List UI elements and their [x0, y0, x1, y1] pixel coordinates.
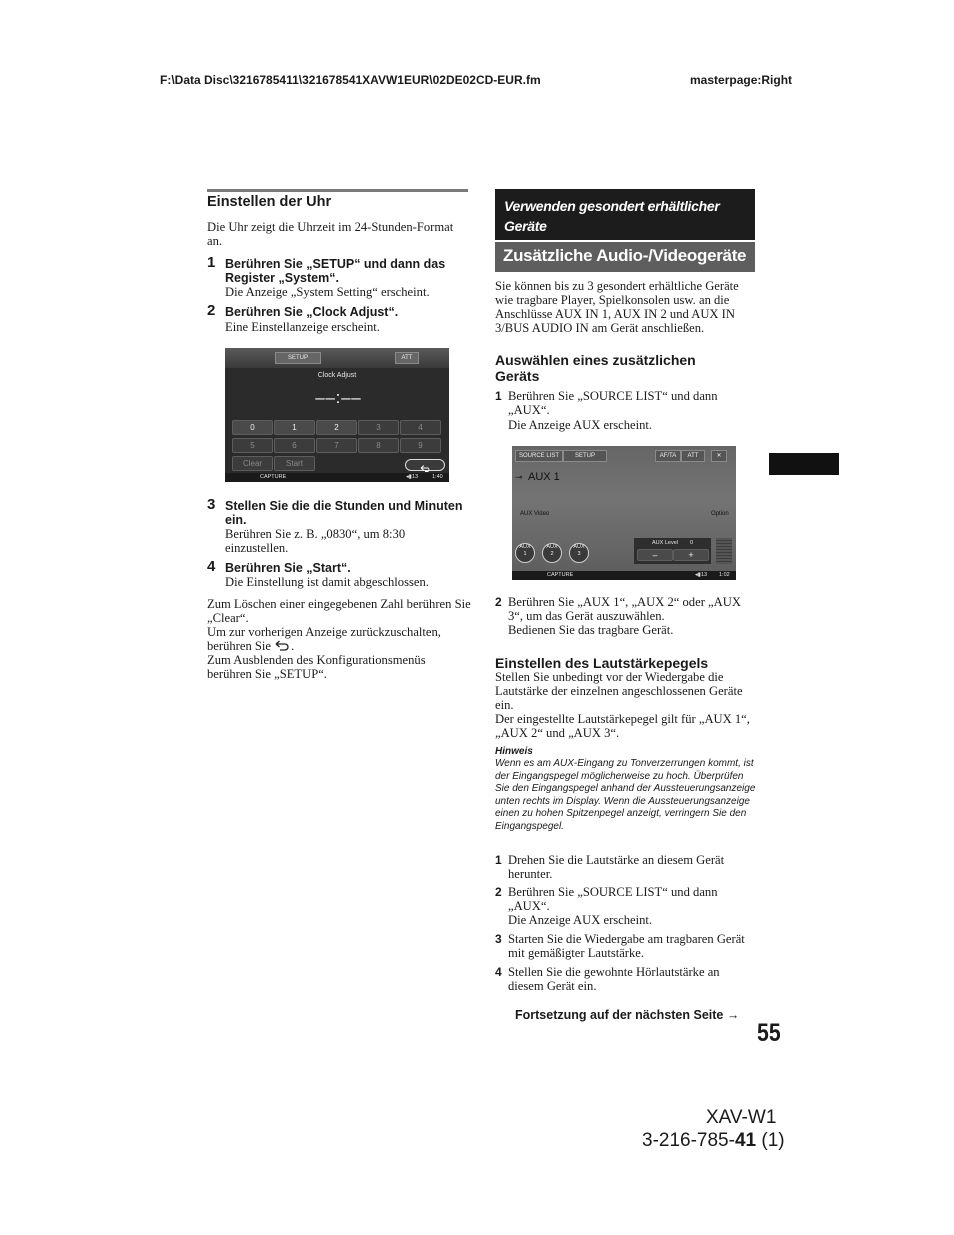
step-number: 4	[495, 965, 502, 979]
note-title: Hinweis	[495, 746, 533, 757]
close-button[interactable]: ✕	[711, 450, 727, 462]
aux-2-button[interactable]	[542, 543, 562, 563]
heading-rule	[207, 189, 468, 192]
part-code-prefix: 3-216-785-	[642, 1130, 735, 1151]
clear-hint: Zum Löschen einer eingegebenen Zahl berühren Sie „Clear“.	[207, 597, 471, 625]
step-text: Berühren Sie „SOURCE LIST“ und dann „AUX“.	[508, 885, 718, 913]
start-button[interactable]: Start	[274, 456, 315, 471]
key-8[interactable]: 8	[358, 438, 399, 453]
step-number: 4	[207, 558, 216, 575]
aux-screenshot	[512, 446, 736, 580]
tab-att[interactable]: ATT	[395, 352, 419, 364]
step-text: Eine Einstellanzeige erscheint.	[225, 320, 380, 334]
step-number: 2	[495, 595, 502, 609]
aux-1-button[interactable]	[515, 543, 535, 563]
aux-button-label: AUX	[546, 544, 558, 550]
tab-setup[interactable]: SETUP	[275, 352, 321, 364]
chapter-side-tab	[769, 453, 839, 475]
aux-level-label: AUX Level	[652, 540, 678, 546]
continued-note: Fortsetzung auf der nächsten Seite →	[515, 1008, 740, 1022]
volume-level: 13	[701, 571, 708, 578]
source-list-button[interactable]: SOURCE LIST	[515, 450, 563, 462]
key-6[interactable]: 6	[274, 438, 315, 453]
step-number: 3	[495, 932, 502, 946]
step-number: 1	[207, 254, 216, 271]
att-button[interactable]: ATT	[681, 450, 705, 462]
part-code-suffix: (1)	[756, 1130, 785, 1151]
step-number: 2	[495, 885, 502, 899]
step-text: Stellen Sie die gewohnte Hörlautstärke an diesem Gerät ein.	[508, 965, 720, 993]
screen-title: Clock Adjust	[317, 372, 357, 379]
key-3[interactable]: 3	[358, 420, 399, 435]
key-1[interactable]: 1	[274, 420, 315, 435]
aux-video-label: AUX Video	[520, 511, 550, 517]
step-number: 1	[495, 389, 502, 403]
volume-applies: Der eingestellte Lautstärkepegel gilt für „AUX 1“, „AUX 2“ und „AUX 3“.	[495, 712, 750, 740]
part-code	[642, 1130, 785, 1152]
aux-3-button[interactable]	[569, 543, 589, 563]
setup-button[interactable]: SETUP	[563, 450, 607, 462]
aux-button-label: AUX	[573, 544, 585, 550]
key-0[interactable]: 0	[232, 420, 273, 435]
aux-plug-icon: ⊸	[515, 472, 523, 482]
back-button[interactable]	[405, 459, 445, 471]
step-text: Berühren Sie „SOURCE LIST“ und dann „AUX“.	[508, 389, 718, 417]
level-plus-button[interactable]: +	[673, 549, 709, 561]
section-banner-text: Zusätzliche Audio-/Videogeräte	[503, 246, 747, 265]
clock-display: – – : – –	[315, 388, 359, 407]
setup-hint: Zum Ausblenden des Konfigurationsmenüs berühren Sie „SETUP“.	[207, 653, 426, 681]
volume-level: 13	[412, 473, 419, 480]
step-title: Berühren Sie „Start“.	[225, 561, 351, 575]
back-arrow-icon	[274, 640, 291, 651]
back-hint-text: Um zur vorherigen Anzeige zurückzuschalten, berühren Sie	[207, 625, 441, 653]
aux-button-number: 2	[550, 551, 554, 557]
step-text: Die Einstellung ist damit abgeschlossen.	[225, 575, 429, 589]
key-4[interactable]: 4	[400, 420, 441, 435]
key-7[interactable]: 7	[316, 438, 357, 453]
aux-intro: Sie können bis zu 3 gesondert erhältliche Geräte wie tragbare Player, Spielkonsolen usw. an die Anschlüsse AUX IN 1, AUX IN 2 und AUX IN 3/BUS AUDIO IN am Gerät anschließen.	[495, 279, 739, 335]
part-code-bold: 41	[734, 1130, 757, 1151]
step-number: 3	[207, 496, 216, 513]
capture-label: CAPTURE	[260, 473, 287, 480]
intro-text: Die Uhr zeigt die Uhrzeit im 24-Stunden-Format an.	[207, 220, 454, 248]
clear-button[interactable]: Clear	[232, 456, 273, 471]
volume-icon: ◂▮	[406, 473, 412, 480]
step-number: 2	[207, 302, 216, 319]
aux-button-label: AUX	[519, 544, 531, 550]
aux-button-number: 1	[523, 551, 527, 557]
key-9[interactable]: 9	[400, 438, 441, 453]
af-ta-button[interactable]: AF/TA	[655, 450, 681, 462]
level-meter	[716, 538, 732, 564]
step-text: Die Anzeige „System Setting“ erscheint.	[225, 285, 430, 299]
back-arrow-icon	[406, 463, 444, 473]
step-text: Drehen Sie die Lautstärke an diesem Gerät herunter.	[508, 853, 725, 881]
step-title: Berühren Sie „Clock Adjust“.	[225, 305, 399, 319]
step-title: Berühren Sie „SETUP“ und dann das Register „System“.	[225, 257, 446, 285]
category-banner-text: Verwenden gesondert erhältlicher Geräte	[504, 198, 720, 234]
note-text: Wenn es am AUX-Eingang zu Tonverzerrungen kommt, ist der Eingangspegel möglicherweise zu hoch. Überprüfen Sie den Eingangspegel anhand der Aussteuerungsanzeige unten rechts im Display. Wenn die Aussteuerungsanzeige einen zu hohen Spitzenpegel anzeigt, verringern Sie den Eingangspegel.	[495, 758, 756, 832]
subheading-volume: Einstellen des Lautstärkepegels	[495, 655, 709, 671]
step-text: Berühren Sie z. B. „0830“, um 8:30 einzustellen.	[225, 527, 406, 555]
step-text: Starten Sie die Wiedergabe am tragbaren Gerät mit gemäßigter Lautstärke.	[508, 932, 745, 960]
aux-level-value: 0	[690, 540, 694, 546]
clock-adjust-screenshot	[225, 348, 449, 482]
aux-button-number: 3	[577, 551, 581, 557]
masterpage-label: masterpage:Right	[690, 73, 793, 87]
capture-label: CAPTURE	[547, 571, 574, 578]
step-result: Bedienen Sie das tragbare Gerät.	[508, 623, 674, 637]
clock-time: 1:02	[719, 571, 730, 578]
clock-time: 1:40	[432, 473, 443, 480]
volume-intro: Stellen Sie unbedingt vor der Wiedergabe die Lautstärke der einzelnen angeschlossenen Geräte ein.	[495, 670, 743, 712]
section-heading: Einstellen der Uhr	[207, 194, 332, 210]
key-5[interactable]: 5	[232, 438, 273, 453]
step-result: Die Anzeige AUX erscheint.	[508, 418, 653, 432]
step-title: Stellen Sie die die Stunden und Minuten ein.	[225, 499, 463, 527]
volume-icon: ◂▮	[695, 571, 701, 578]
file-path: F:\Data Disc\3216785411\321678541XAVW1EUR\02DE02CD-EUR.fm	[160, 73, 541, 87]
step-text: Berühren Sie „AUX 1“, „AUX 2“ oder „AUX 3“, um das Gerät auszuwählen.	[508, 595, 741, 623]
option-label: Option	[711, 511, 729, 517]
step-number: 1	[495, 853, 502, 867]
key-2[interactable]: 2	[316, 420, 357, 435]
back-hint	[207, 625, 471, 653]
page-number: 55	[757, 1019, 781, 1047]
model-name: XAV-W1	[706, 1107, 777, 1128]
back-hint-end: .	[291, 639, 295, 653]
step-result: Die Anzeige AUX erscheint.	[508, 913, 653, 927]
subheading-select-device: Auswählen eines zusätzlichen Geräts	[495, 352, 696, 384]
aux-title: AUX 1	[528, 471, 560, 483]
level-minus-button[interactable]: –	[637, 549, 673, 561]
